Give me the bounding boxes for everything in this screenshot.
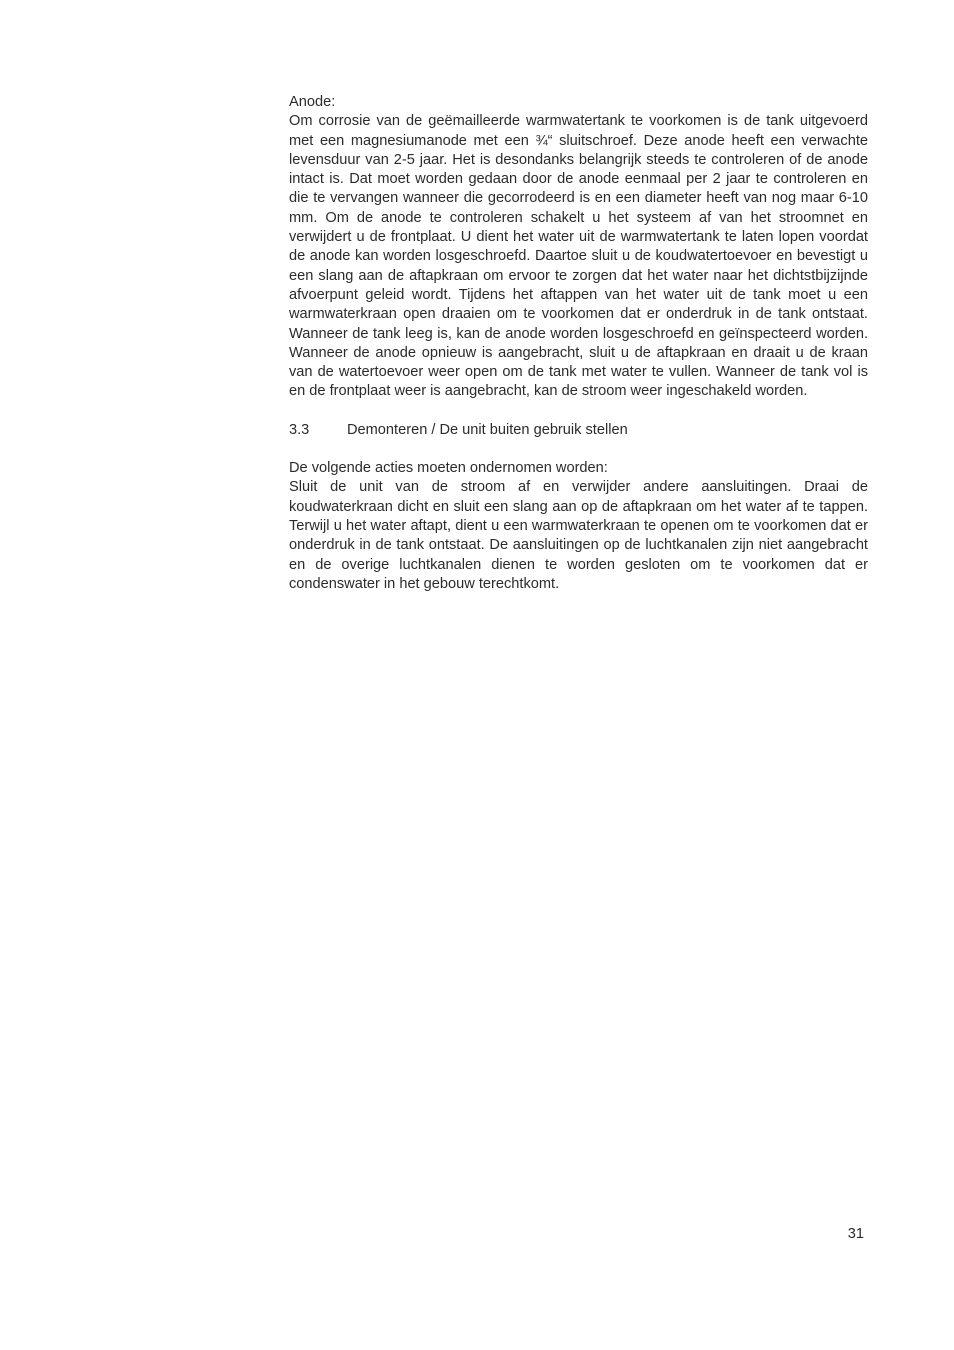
dismantle-intro: De volgende acties moeten ondernomen worden: (289, 460, 608, 477)
section-title: Demonteren / De unit buiten gebruik stellen (347, 421, 628, 438)
dismantle-paragraph: Sluit de unit van de stroom af en verwijder andere aansluitingen. Draai de koudwaterkraan dicht en sluit een slang aan op de aftapkraan om het water af te tappen. Terwijl u het water aftapt, dient u een warmwaterkraan te openen om te voorkomen dat er onderdruk in de tank ontstaat. De aansluitingen op de luchtkanalen zijn niet aangebracht en de overige luchtkanalen dienen te worden gesloten om te voorkomen dat er condenswater in het gebouw terechtkomt. (289, 479, 868, 592)
anode-paragraph: Om corrosie van de geëmailleerde warmwatertank te voorkomen is de tank uitgevoerd met een magnesiumanode met een ¾“ sluitschroef. Deze anode heeft een verwachte levensduur van 2-5 jaar. Het is desondanks belangrijk steeds te controleren of de anode intact is. Dat moet worden gedaan door de anode eenmaal per 2 jaar te controleren en die te vervangen wanneer die gecorrodeerd is en een diameter heeft van nog maar 6-10 mm. Om de anode te controleren schakelt u het systeem af van het stroomnet en verwijdert u de frontplaat. U dient het water uit de warmwatertank te laten lopen voordat de anode kan worden losgeschroefd. Daartoe sluit u de koudwatertoevoer en bevestigt u een slang aan de aftapkraan om ervoor te zorgen dat het water naar het dichtstbijzijnde afvoerpunt geleid wordt. Tijdens het aftappen van het water uit de tank moet u een warmwaterkraan open draaien om te voorkomen dat er onderdruk in de tank ontstaat. Wanneer de tank leeg is, kan de anode worden losgeschroefd en geïnspecteerd worden. Wanneer de anode opnieuw is aangebracht, sluit u de aftapkraan en draait u de kraan van de watertoevoer weer open om de tank met water te vullen. Wanneer de tank vol is en de frontplaat weer is aangebracht, kan de stroom weer ingeschakeld worden. (289, 113, 868, 400)
page-content (289, 93, 868, 594)
page-number: 31 (847, 1226, 864, 1242)
section-heading (289, 421, 868, 440)
anode-heading: Anode: (289, 94, 336, 110)
section-number: 3.3 (289, 421, 310, 438)
